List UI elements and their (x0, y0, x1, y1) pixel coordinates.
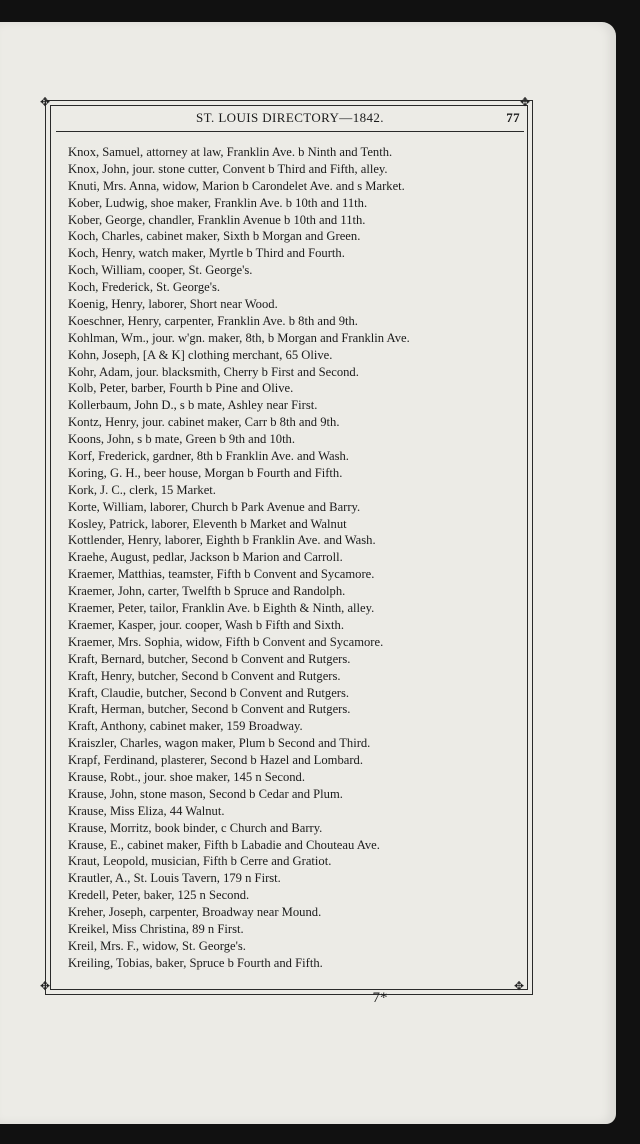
directory-entry: Koch, Henry, watch maker, Myrtle b Third and Fourth. (68, 246, 345, 261)
corner-ornament-icon: ✥ (40, 979, 51, 993)
directory-entry: Kraemer, John, carter, Twelfth b Spruce and Randolph. (68, 584, 346, 599)
directory-entry: Kraft, Bernard, butcher, Second b Convent and Rutgers. (68, 651, 351, 666)
page-title: ST. LOUIS DIRECTORY—1842. (196, 110, 384, 125)
directory-entry: Kontz, Henry, jour. cabinet maker, Carr b 8th and 9th. (68, 415, 340, 430)
directory-entry: Kraemer, Kasper, jour. cooper, Wash b Fifth and Sixth. (68, 617, 344, 632)
directory-entry: Kork, J. C., clerk, 15 Market. (68, 482, 216, 497)
directory-entry: Knox, John, jour. stone cutter, Convent b Third and Fifth, alley. (68, 161, 388, 176)
signature-mark: 7* (372, 990, 388, 1006)
directory-entry: Kohlman, Wm., jour. w'gn. maker, 8th, b Morgan and Franklin Ave. (68, 330, 410, 345)
directory-entry: Kreher, Joseph, carpenter, Broadway near Mound. (68, 905, 322, 920)
directory-entry: Kolb, Peter, barber, Fourth b Pine and Olive. (68, 381, 294, 396)
directory-entry: Kraft, Herman, butcher, Second b Convent and Rutgers. (68, 702, 351, 717)
directory-entry: Kraemer, Matthias, teamster, Fifth b Convent and Sycamore. (68, 567, 375, 582)
directory-entry: Koch, William, cooper, St. George's. (68, 263, 253, 278)
directory-entry: Kreikel, Miss Christina, 89 n First. (68, 921, 244, 936)
running-header (56, 106, 524, 130)
directory-entry: Koring, G. H., beer house, Morgan b Fourth and Fifth. (68, 465, 343, 480)
directory-entry: Kraut, Leopold, musician, Fifth b Cerre and Gratiot. (68, 854, 332, 869)
directory-entry: Korf, Frederick, gardner, 8th b Franklin Ave. and Wash. (68, 449, 349, 464)
directory-entry: Kober, George, chandler, Franklin Avenue b 10th and 11th. (68, 212, 366, 227)
directory-entry: Kraft, Claudie, butcher, Second b Convent and Rutgers. (68, 685, 350, 700)
page-number: 77 (506, 110, 520, 125)
directory-entry: Koons, John, s b mate, Green b 9th and 10th. (68, 432, 296, 447)
directory-entry: Kohr, Adam, jour. blacksmith, Cherry b First and Second. (68, 364, 359, 379)
directory-entry: Kosley, Patrick, laborer, Eleventh b Market and Walnut (68, 516, 347, 531)
directory-entry: Kraehe, August, pedlar, Jackson b Marion and Carroll. (68, 550, 343, 565)
corner-ornament-icon: ✥ (514, 979, 525, 993)
directory-entry: Krautler, A., St. Louis Tavern, 179 n First. (68, 871, 281, 886)
directory-entry: Kraft, Henry, butcher, Second b Convent and Rutgers. (68, 668, 341, 683)
directory-entry: Kredell, Peter, baker, 125 n Second. (68, 888, 250, 903)
directory-entry: Krause, Robt., jour. shoe maker, 145 n Second. (68, 769, 305, 784)
directory-entry: Kreiling, Tobias, baker, Spruce b Fourth and Fifth. (68, 955, 323, 970)
directory-entry: Kober, Ludwig, shoe maker, Franklin Ave. b 10th and 11th. (68, 195, 368, 210)
directory-entry: Krapf, Ferdinand, plasterer, Second b Hazel and Lombard. (68, 753, 363, 768)
directory-entry: Koenig, Henry, laborer, Short near Wood. (68, 297, 278, 312)
directory-entry: Kraemer, Peter, tailor, Franklin Ave. b Eighth & Ninth, alley. (68, 601, 375, 616)
directory-entry: Kraemer, Mrs. Sophia, widow, Fifth b Convent and Sycamore. (68, 634, 384, 649)
directory-entry: Krause, Miss Eliza, 44 Walnut. (68, 803, 225, 818)
directory-entry: Kottlender, Henry, laborer, Eighth b Franklin Ave. and Wash. (68, 533, 376, 548)
directory-entry: Krause, E., cabinet maker, Fifth b Labadie and Chouteau Ave. (68, 837, 380, 852)
directory-entry: Kraft, Anthony, cabinet maker, 159 Broadway. (68, 719, 303, 734)
directory-entry: Knuti, Mrs. Anna, widow, Marion b Carondelet Ave. and s Market. (68, 178, 405, 193)
directory-entries (68, 144, 522, 972)
directory-entry: Korte, William, laborer, Church b Park Avenue and Barry. (68, 499, 361, 514)
directory-entry: Knox, Samuel, attorney at law, Franklin Ave. b Ninth and Tenth. (68, 145, 393, 159)
header-rule (56, 131, 524, 132)
corner-ornament-icon: ✥ (520, 95, 531, 109)
directory-entry: Krause, John, stone mason, Second b Cedar and Plum. (68, 786, 343, 801)
directory-entry: Koch, Charles, cabinet maker, Sixth b Morgan and Green. (68, 229, 361, 244)
directory-entry: Krause, Morritz, book binder, c Church and Barry. (68, 820, 323, 835)
directory-entry: Kreil, Mrs. F., widow, St. George's. (68, 938, 246, 953)
directory-entry: Kraiszler, Charles, wagon maker, Plum b Second and Third. (68, 736, 371, 751)
directory-entry: Koch, Frederick, St. George's. (68, 280, 221, 295)
directory-entry: Koeschner, Henry, carpenter, Franklin Ave. b 8th and 9th. (68, 313, 358, 328)
directory-entry: Kollerbaum, John D., s b mate, Ashley near First. (68, 398, 318, 413)
corner-ornament-icon: ✥ (40, 95, 51, 109)
directory-entry: Kohn, Joseph, [A & K] clothing merchant, 65 Olive. (68, 347, 333, 362)
